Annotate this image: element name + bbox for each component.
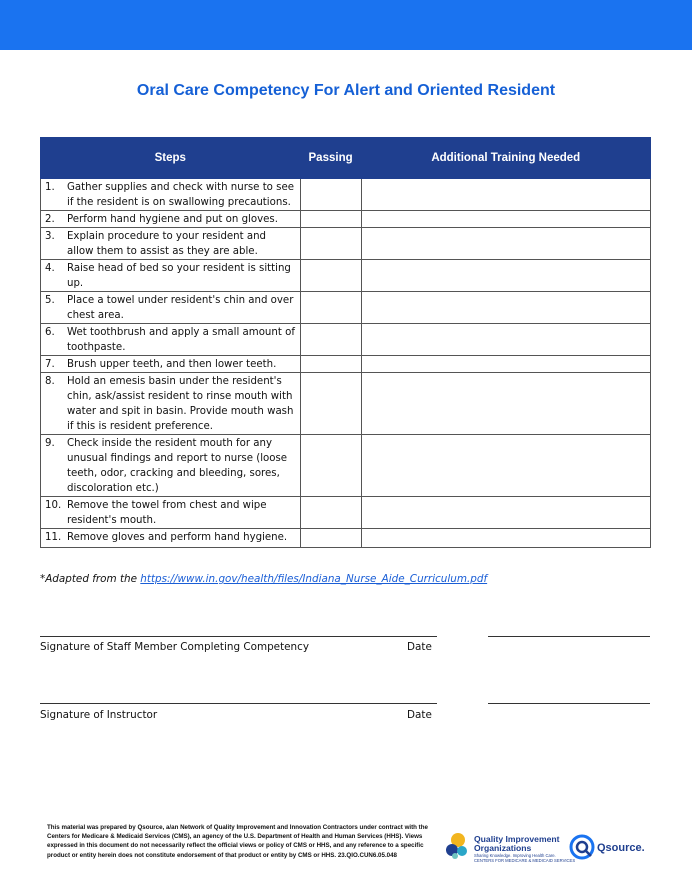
column-header-steps: Steps <box>41 138 301 179</box>
qsource-logo-icon <box>569 834 595 860</box>
training-cell[interactable] <box>361 228 650 260</box>
training-cell[interactable] <box>361 529 650 548</box>
training-cell[interactable] <box>361 211 650 228</box>
step-text: Explain procedure to your resident and allow them to assist as they are able. <box>67 231 267 257</box>
instructor-signature-label: Signature of Instructor <box>40 709 158 721</box>
instructor-date-line[interactable] <box>488 703 650 704</box>
step-text: Check inside the resident mouth for any unusual findings and report to nurse (loose teeth, odor, cracking and bleeding, sores, discoloration etc.) <box>67 438 288 494</box>
step-number: 1. <box>45 182 55 193</box>
step-cell <box>41 260 301 292</box>
passing-cell[interactable] <box>300 373 361 435</box>
qsource-logo-name: Qsource. <box>597 842 645 854</box>
step-number: 5. <box>45 295 55 306</box>
step-number: 7. <box>45 359 55 370</box>
training-cell[interactable] <box>361 435 650 497</box>
passing-cell[interactable] <box>300 260 361 292</box>
passing-cell[interactable] <box>300 211 361 228</box>
step-number: 2. <box>45 214 55 225</box>
passing-cell[interactable] <box>300 497 361 529</box>
step-cell <box>41 179 301 211</box>
training-cell[interactable] <box>361 292 650 324</box>
step-text: Gather supplies and check with nurse to see if the resident is on swallowing precautions. <box>67 182 295 208</box>
table-row <box>41 373 651 435</box>
step-number: 8. <box>45 376 55 387</box>
passing-cell[interactable] <box>300 529 361 548</box>
staff-date-line[interactable] <box>488 636 650 637</box>
table-row <box>41 497 651 529</box>
training-cell[interactable] <box>361 179 650 211</box>
source-link[interactable]: https://www.in.gov/health/files/Indiana_Nurse_Aide_Curriculum.pdf <box>140 573 488 585</box>
step-cell <box>41 211 301 228</box>
training-cell[interactable] <box>361 260 650 292</box>
step-number: 6. <box>45 327 55 338</box>
qio-logo-name: Quality Improvement Organizations <box>474 834 560 853</box>
qio-logo-icon <box>444 832 472 860</box>
instructor-signature-line[interactable] <box>40 703 437 704</box>
passing-cell[interactable] <box>300 179 361 211</box>
table-row <box>41 435 651 497</box>
table-row <box>41 292 651 324</box>
step-text: Remove gloves and perform hand hygiene. <box>67 532 288 543</box>
step-cell <box>41 497 301 529</box>
staff-signature-label: Signature of Staff Member Completing Competency <box>40 641 309 653</box>
table-row <box>41 324 651 356</box>
page-title: Oral Care Competency For Alert and Oriented Resident <box>136 82 556 99</box>
step-cell <box>41 356 301 373</box>
staff-date-label: Date <box>407 641 432 653</box>
step-cell <box>41 228 301 260</box>
competency-table <box>40 137 651 548</box>
step-number: 9. <box>45 438 55 449</box>
qio-logo <box>444 832 576 863</box>
passing-cell[interactable] <box>300 292 361 324</box>
qio-logo-tagline: Sharing Knowledge. Improving Health Care. CENTERS FOR MEDICARE & MEDICAID SERVICES <box>474 853 576 863</box>
step-text: Brush upper teeth, and then lower teeth. <box>67 359 277 370</box>
training-cell[interactable] <box>361 497 650 529</box>
step-number: 4. <box>45 263 55 274</box>
step-text: Wet toothbrush and apply a small amount of toothpaste. <box>67 327 295 353</box>
passing-cell[interactable] <box>300 324 361 356</box>
training-cell[interactable] <box>361 373 650 435</box>
table-row <box>41 228 651 260</box>
column-header-training: Additional Training Needed <box>361 138 650 179</box>
step-number: 3. <box>45 231 55 242</box>
training-cell[interactable] <box>361 324 650 356</box>
step-text: Remove the towel from chest and wipe resident's mouth. <box>67 500 267 526</box>
passing-cell[interactable] <box>300 356 361 373</box>
table-header-row <box>41 138 651 179</box>
step-cell <box>41 373 301 435</box>
step-cell <box>41 529 301 548</box>
step-number: 11. <box>45 532 62 543</box>
source-note-prefix: *Adapted from the <box>40 573 141 585</box>
training-cell[interactable] <box>361 356 650 373</box>
step-cell <box>41 324 301 356</box>
table-row <box>41 260 651 292</box>
step-cell <box>41 435 301 497</box>
step-cell <box>41 292 301 324</box>
table-row <box>41 179 651 211</box>
passing-cell[interactable] <box>300 435 361 497</box>
table-row <box>41 211 651 228</box>
top-banner-bar <box>0 0 692 50</box>
step-text: Place a towel under resident's chin and over chest area. <box>67 295 294 321</box>
footer-disclaimer: This material was prepared by Qsource, a/an Network of Quality Improvement and Innovation Contractors under contract with the Centers for Medicare & Medicaid Services (CMS), an agency of the U.S. Department of Health and Human Services (HHS). Views expressed in this document do not necessarily reflect the official views or policy of CMS or HHS, and any reference to a specific product or entity herein does not constitute endorsement of that product or entity by CMS or HHS. 23.QIO.CUN6.05.048 <box>47 824 428 859</box>
step-number: 10. <box>45 500 62 511</box>
table-row <box>41 529 651 548</box>
step-text: Perform hand hygiene and put on gloves. <box>67 214 278 225</box>
step-text: Hold an emesis basin under the resident's chin, ask/assist resident to rinse mouth with water and spit in basin. Provide mouth wash if this is resident preference. <box>67 376 294 432</box>
column-header-passing: Passing <box>300 138 361 179</box>
instructor-date-label: Date <box>407 709 432 721</box>
source-note <box>40 573 487 585</box>
qsource-logo <box>569 834 649 862</box>
passing-cell[interactable] <box>300 228 361 260</box>
step-text: Raise head of bed so your resident is sitting up. <box>67 263 291 289</box>
table-row <box>41 356 651 373</box>
staff-signature-line[interactable] <box>40 636 437 637</box>
